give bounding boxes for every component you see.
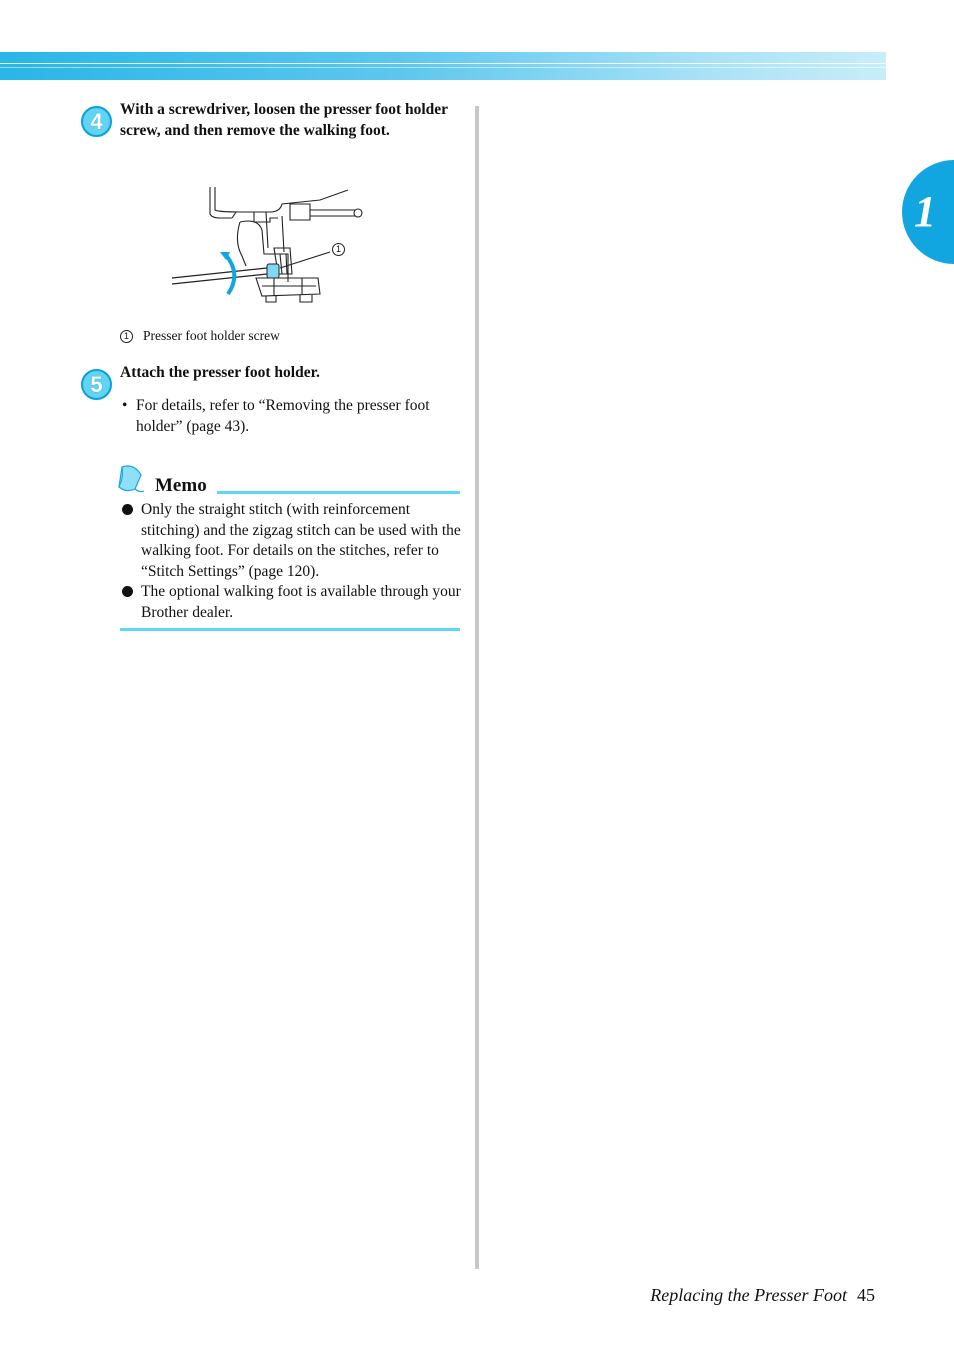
column-divider [475,106,479,1269]
caption-number: 1 [120,330,133,343]
memo-item [120,582,465,623]
step-5-detail [120,396,450,437]
header-band [0,52,886,80]
memo-note-icon [114,463,146,495]
memo-rule-bottom [120,628,460,631]
page-footer [650,1284,875,1306]
step-4-text: With a screwdriver, loosen the presser foot holder screw, and then remove the walking foot. [120,101,448,139]
step-5-number: 5 [90,372,103,397]
memo-title: Memo [155,475,207,496]
step-5-badge [81,369,112,400]
caption-text: Presser foot holder screw [143,328,280,343]
bullet-icon [122,504,133,515]
step-5-text: Attach the presser foot holder. [120,364,320,381]
step-4-badge [81,106,112,137]
footer-section-title: Replacing the Presser Foot [650,1285,847,1305]
memo-item-text: Only the straight stitch (with reinforcement stitching) and the zigzag stitch can be used with the walking foot. For details on the stitches, refer to “Stitch Settings” (page 120). [141,501,461,580]
memo-rule-top [217,491,460,494]
figure-callout-1: 1 [332,243,345,256]
page-number: 45 [857,1285,875,1305]
bullet-icon [122,586,133,597]
memo-item-text: The optional walking foot is available through your Brother dealer. [141,583,461,621]
bullet-marker: • [122,397,128,414]
figure-caption [120,328,280,344]
chapter-number: 1 [914,187,936,236]
step-5-detail-text: For details, refer to “Removing the presser foot holder” (page 43). [136,397,430,435]
memo-list [120,500,465,623]
memo-item [120,500,465,582]
step-4-number: 4 [90,109,103,134]
